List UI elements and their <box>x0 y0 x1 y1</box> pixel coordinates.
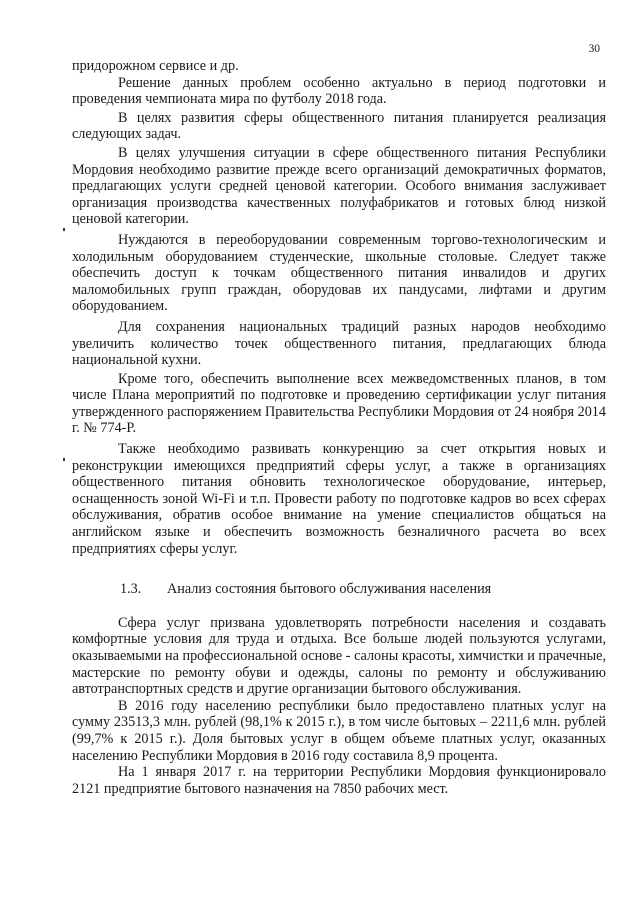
paragraph: В 2016 году населению республики было предоставлено платных услуг на сумму 23513,3 млн. рублей (98,1% к 2015 г.), в том числе бытовых – 2211,6 млн. рублей (99,7% к 2015 г.). Доля бытовых услуг в общем объеме платных услуг, оказанных населению Республики Мордовия в 2016 году составила 8,9 процента. <box>72 697 606 764</box>
paragraph: В целях развития сферы общественного питания планируется реализация следующих задач. <box>72 109 606 143</box>
paragraph: На 1 января 2017 г. на территории Республики Мордовия функционировало 2121 предприятие бытового назначения на 7850 рабочих мест. <box>72 764 606 797</box>
section-title: Анализ состояния бытового обслуживания населения <box>167 581 492 598</box>
paragraph: Кроме того, обеспечить выполнение всех межведомственных планов, в том числе Плана мероприятий по подготовке и проведению сертификации услуг питания утвержденного распоряжением Правительства Республики Мордовия от 24 ноября 2014 г. № 774-Р. <box>72 370 606 437</box>
paragraph: Для сохранения национальных традиций разных народов необходимо увеличить количество точек общественного питания, предлагающих блюда национальной кухни. <box>72 318 606 369</box>
page-number: 30 <box>588 43 600 55</box>
paragraph: В целях улучшения ситуации в сфере общественного питания Республики Мордовия необходимо развитие прежде всего организаций демократичных форматов, предлагающих услуги средней ценовой категории. Особого внимания заслуживает организация производства качественных полуфабрикатов и готовых блюд низкой ценовой категории. <box>72 144 606 228</box>
paragraph: придорожном сервисе и др. <box>72 58 239 74</box>
paragraph: Также необходимо развивать конкуренцию за счет открытия новых и реконструкции имеющихся предприятий сферы услуг, а также в организациях общественного питания обновить технологическое оборудование, интерьер, оснащенность зоной Wi-Fi и т.п. Провести работу по подготовке кадров во всех сферах обслуживания, обратив особое внимание на умение специалистов общаться на английском языке и обеспечить возможность безналичного расчета во всех предприятиях сферы услуг. <box>72 441 606 557</box>
paragraph: Сфера услуг призвана удовлетворять потребности населения и создавать комфортные условия для труда и отдыха. Все больше людей пользуются услугами, оказываемыми на профессиональной основе - салоны красоты, химчистки и прачечные, мастерские по ремонту обуви и одежды, салоны по ремонту и обслуживанию автотранспортных средств и другие организации бытового обслуживания. <box>72 614 606 698</box>
section-number: 1.3. <box>120 581 142 598</box>
paragraph: Нуждаются в переоборудовании современным торгово-технологическим и холодильным оборудованием студенческие, школьные столовые. Следует также обеспечить доступ к точкам общественного питания инвалидов и других маломобильных групп граждан, оборудовав их пандусами, лифтами и другим оборудованием. <box>72 231 606 315</box>
paragraph: Решение данных проблем особенно актуально в период подготовки и проведения чемпионата мира по футболу 2018 года. <box>72 74 606 108</box>
document-body <box>72 58 606 797</box>
scan-speck <box>63 458 65 461</box>
section-heading <box>72 581 606 598</box>
scan-speck <box>63 228 65 231</box>
